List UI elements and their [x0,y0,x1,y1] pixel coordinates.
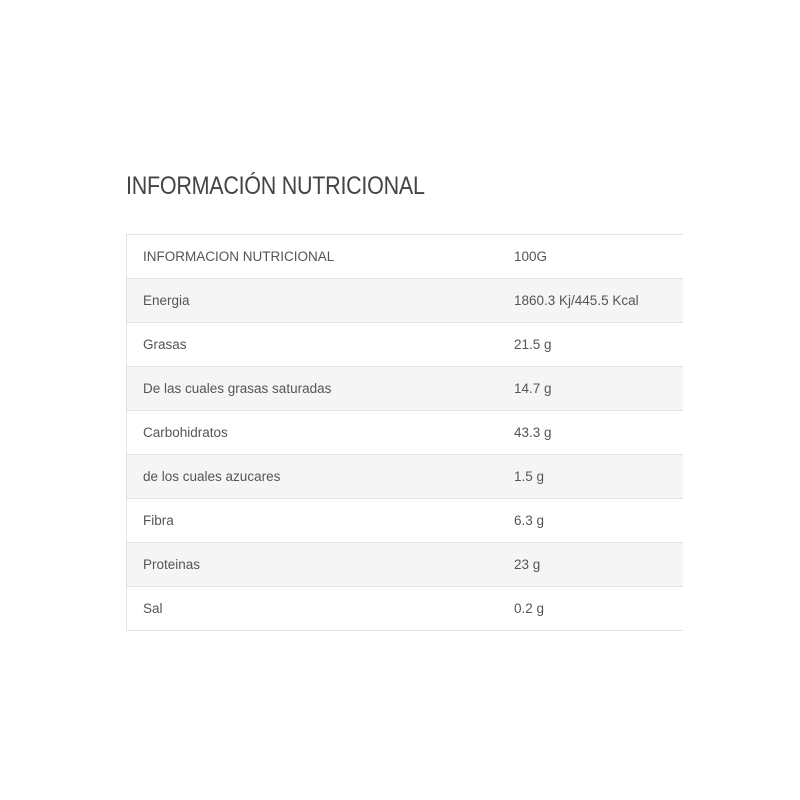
nutrition-table [126,234,683,631]
nutrient-name-cell: de los cuales azucares [127,455,498,499]
table-row [127,587,684,631]
table-row [127,279,684,323]
section-title: INFORMACIÓN NUTRICIONAL [126,172,425,200]
nutrient-value-cell: 21.5 g [497,323,683,367]
nutrient-value-cell: 6.3 g [497,499,683,543]
nutrient-value-cell: 0.2 g [497,587,683,631]
header-value-cell: 100G [497,235,683,279]
nutrient-value-cell: 1860.3 Kj/445.5 Kcal [497,279,683,323]
header-label-cell: INFORMACION NUTRICIONAL [127,235,498,279]
nutrient-name-cell: Sal [127,587,498,631]
nutrient-value-cell: 23 g [497,543,683,587]
table-header-row [127,235,684,279]
table-row [127,543,684,587]
nutrition-table-container [126,234,683,631]
table-row [127,455,684,499]
nutrient-name-cell: Proteinas [127,543,498,587]
table-row [127,367,684,411]
nutrient-name-cell: De las cuales grasas saturadas [127,367,498,411]
table-row [127,323,684,367]
nutrient-value-cell: 1.5 g [497,455,683,499]
table-row [127,499,684,543]
nutrient-name-cell: Grasas [127,323,498,367]
nutrient-name-cell: Fibra [127,499,498,543]
nutrient-name-cell: Energia [127,279,498,323]
nutrient-value-cell: 43.3 g [497,411,683,455]
nutrient-value-cell: 14.7 g [497,367,683,411]
nutrient-name-cell: Carbohidratos [127,411,498,455]
table-row [127,411,684,455]
